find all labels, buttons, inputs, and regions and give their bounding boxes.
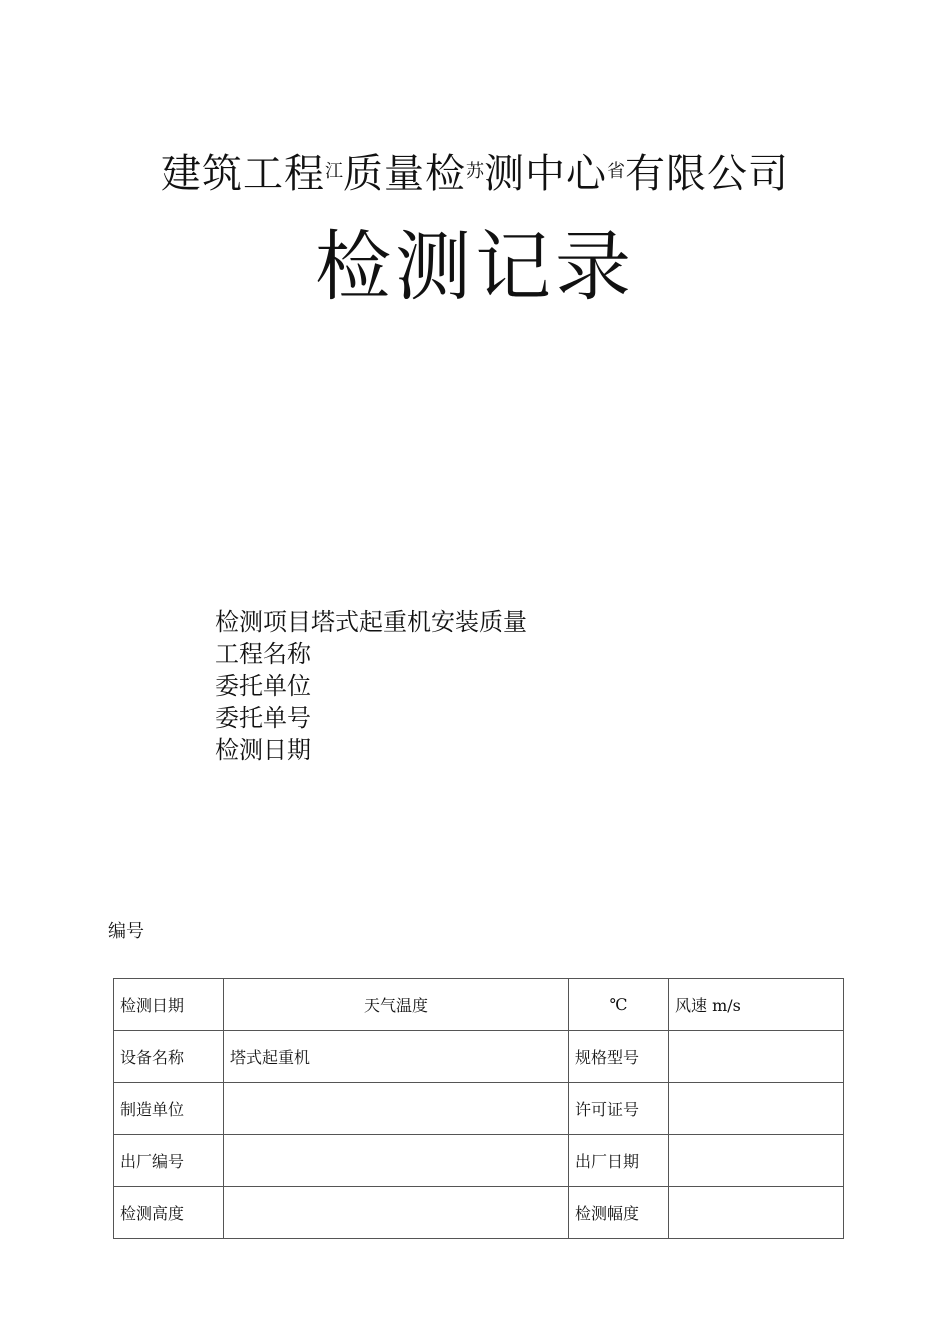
province-char: 江: [325, 161, 343, 182]
table-row: [114, 1135, 844, 1187]
company-part: 建筑工程: [161, 151, 325, 197]
inspection-radius-value: [669, 1187, 844, 1239]
company-part: 有限公司: [625, 151, 789, 197]
factory-date-label: 出厂日期: [569, 1135, 669, 1187]
license-number-label: 许可证号: [569, 1083, 669, 1135]
factory-number-value: [224, 1135, 569, 1187]
model-spec-label: 规格型号: [569, 1031, 669, 1083]
inspection-height-label: 检测高度: [114, 1187, 224, 1239]
weather-label-cell: 天气温度: [224, 979, 569, 1031]
inspection-item: 检测项目塔式起重机安装质量: [215, 608, 527, 636]
equipment-name-value: 塔式起重机: [224, 1031, 569, 1083]
record-table: [113, 978, 844, 1239]
temperature-unit-cell: ℃: [569, 979, 669, 1031]
table-row: [114, 979, 844, 1031]
company-part: 测中心: [484, 151, 607, 197]
info-block: [215, 606, 527, 766]
province-char: 苏: [466, 161, 484, 182]
serial-number-label: 编号: [108, 921, 144, 942]
province-char: 省: [607, 161, 625, 182]
inspection-radius-label: 检测幅度: [569, 1187, 669, 1239]
model-spec-value: [669, 1031, 844, 1083]
table-row: [114, 1187, 844, 1239]
manufacturer-value: [224, 1083, 569, 1135]
company-part: 质量检: [343, 151, 466, 197]
client-label: 委托单位: [215, 672, 311, 700]
table-row: [114, 1083, 844, 1135]
project-name-label: 工程名称: [215, 640, 311, 668]
factory-date-value: [669, 1135, 844, 1187]
license-number-value: [669, 1083, 844, 1135]
inspection-height-value: [224, 1187, 569, 1239]
document-title: 检测记录: [315, 222, 635, 311]
date-label-cell: 检测日期: [114, 979, 224, 1031]
company-name: [0, 146, 950, 202]
inspection-date-label: 检测日期: [215, 736, 311, 764]
equipment-name-label: 设备名称: [114, 1031, 224, 1083]
wind-speed-label-cell: 风速 m/s: [669, 979, 844, 1031]
manufacturer-label: 制造单位: [114, 1083, 224, 1135]
table-row: [114, 1031, 844, 1083]
order-number-label: 委托单号: [215, 704, 311, 732]
factory-number-label: 出厂编号: [114, 1135, 224, 1187]
